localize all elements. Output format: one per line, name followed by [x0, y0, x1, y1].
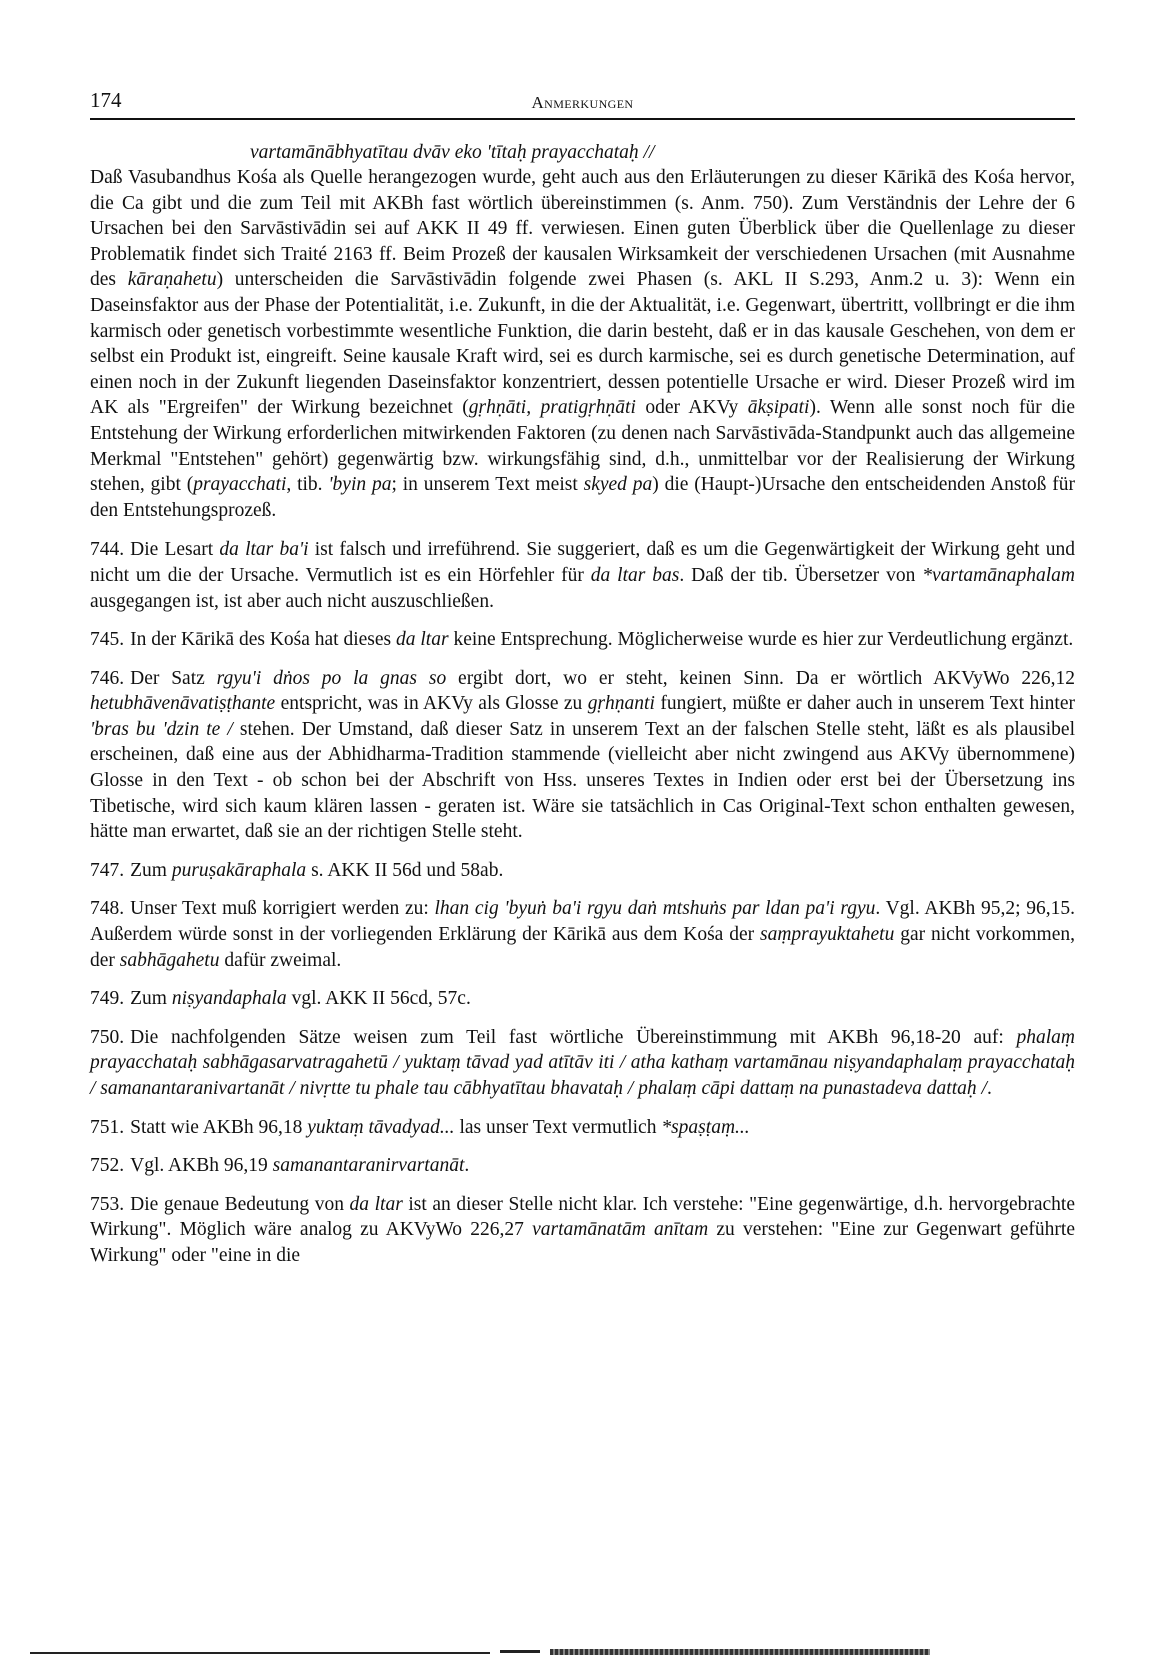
page-header	[90, 86, 1075, 120]
footnote-number: 745.	[90, 629, 125, 651]
footnote-number: 751.	[90, 1116, 125, 1138]
footnote: 748. Unser Text muß korrigiert werden zu: lhan cig 'byuṅ ba'i rgyu daṅ mtshuṅs par ldan pa'i rgyu. Vgl. AKBh 95,2; 96,15. Außerdem würde sonst in der vorliegenden Erklärung der Kārikā aus dem Kośa der saṃprayuktahetu gar nicht vorkommen, der sabhāgahetu dafür zweimal.	[90, 898, 1075, 971]
footnote-number: 748.	[90, 898, 125, 920]
footnote: 744. Die Lesart da ltar ba'i ist falsch und irreführend. Sie suggeriert, daß es um die Gegenwärtigkeit der Wirkung geht und nicht um die der Ursache. Vermutlich ist es ein Hörfehler für da ltar bas. Daß der tib. Übersetzer von *vartamānaphalam ausgegangen ist, ist aber auch nicht auszuschließen.	[90, 539, 1075, 612]
footnote: 752. Vgl. AKBh 96,19 samanantaranirvartanāt.	[90, 1155, 470, 1177]
notes-list	[90, 537, 1075, 1268]
verse-line: vartamānābhyatītau dvāv eko 'tītaḥ prayacchataḥ //	[250, 142, 655, 163]
footnote: 749. Zum niṣyandaphala vgl. AKK II 56cd, 57c.	[90, 988, 471, 1010]
footnote-number: 747.	[90, 859, 125, 881]
footnote: 751. Statt wie AKBh 96,18 yuktaṃ tāvadyad... las unser Text vermutlich *spaṣṭaṃ...	[90, 1116, 750, 1138]
footnote: 746. Der Satz rgyu'i dṅos po la gnas so ergibt dort, wo er steht, keinen Sinn. Da er wörtlich AKVyWo 226,12 hetubhāvenāvatiṣṭhante entspricht, was in AKVy als Glosse zu gṛhṇanti fungiert, müßte er daher auch in unserem Text hinter 'bras bu 'dzin te / stehen. Der Umstand, daß dieser Satz in unserem Text an der falschen Stelle steht, läßt es als plausibel erscheinen, daß eine aus der Abhidharma-Tradition stammende (vielleicht aber nicht zwingend aus AKVy übernommene) Glosse in den Text - ob schon bei der Abschrift von Hss. unseres Textes in Indien oder erst bei der Übersetzung ins Tibetische, wird sich kaum klären lassen - geraten ist. Wäre sie tatsächlich in Cas Original-Text schon enthalten gewesen, hätte man erwartet, daß sie an der richtigen Stelle steht.	[90, 667, 1075, 843]
footnote-number: 753.	[90, 1193, 125, 1215]
footnote: 753. Die genaue Bedeutung von da ltar ist an dieser Stelle nicht klar. Ich verstehe: "Eine gegenwärtige, d.h. hervorgebrachte Wirkung". Möglich wäre analog zu AKVyWo 226,27 vartamānatām anītam zu verstehen: "Eine zur Gegenwart geführte Wirkung" oder "eine in die	[90, 1193, 1075, 1266]
footnote: 747. Zum puruṣakāraphala s. AKK II 56d und 58ab.	[90, 859, 504, 881]
footer-scan-rule	[30, 1648, 1130, 1658]
footnote-number: 752.	[90, 1155, 125, 1177]
page-number: 174	[90, 88, 122, 112]
footnote-number: 746.	[90, 667, 125, 689]
footnote-number: 750.	[90, 1026, 125, 1048]
running-title: Anmerkungen	[531, 93, 634, 112]
footnote: 750. Die nachfolgenden Sätze weisen zum Teil fast wörtliche Übereinstimmung mit AKBh 96,18-20 auf: phalaṃ prayacchataḥ sabhāgasarvatragahetū / yuktaṃ tāvad yad atītāv iti / atha kathaṃ vartamānau niṣyandaphalaṃ prayacchataḥ / samanantaranivartanāt / nivṛtte tu phale tau cābhyatītau bhavataḥ / phalaṃ cāpi dattaṃ na punastadeva dattaḥ /.	[90, 1026, 1075, 1099]
page	[90, 86, 1075, 1282]
footnote-number: 749.	[90, 988, 125, 1010]
footnote: 745. In der Kārikā des Kośa hat dieses da ltar keine Entsprechung. Möglicherweise wurde es hier zur Verdeutlichung ergänzt.	[90, 629, 1074, 651]
intro-paragraph: Daß Vasubandhus Kośa als Quelle herangezogen wurde, geht auch aus den Erläuterungen zu dieser Kārikā des Kośa hervor, die Ca gibt und die zum Teil mit AKBh fast wörtlich übereinstimmen (s. Anm. 750). Zum Verständnis der Lehre der 6 Ursachen bei den Sarvāstivādin sei auf AKK II 49 ff. verwiesen. Einen guten Überblick über die Quellenlage zu dieser Problematik findet sich Traité 2163 ff. Beim Prozeß der kausalen Wirksamkeit der verschiedenen Ursachen (mit Ausnahme des kāraṇahetu) unterscheiden die Sarvāstivādin folgende zwei Phasen (s. AKL II S.293, Anm.2 u. 3): Wenn ein Daseinsfaktor aus der Phase der Potentialität, i.e. Zukunft, in die der Aktualität, i.e. Gegenwart, übertritt, vollbringt er die ihm karmisch oder genetisch vorbestimmte wesentliche Funktion, die darin besteht, daß er in das kausale Geschehen, von dem er selbst ein Produkt ist, eingreift. Seine kausale Kraft wird, sei es durch karmische, sei es durch genetische Determination, auf einen noch in der Zukunft liegenden Daseinsfaktor konzentriert, dessen potentielle Ursache er wird. Dieser Prozeß wird im AK als "Ergreifen" der Wirkung bezeichnet (gṛhṇāti, pratigṛhṇāti oder AKVy ākṣipati). Wenn alle sonst noch für die Entstehung der Wirkung erforderlichen mitwirkenden Faktoren (zu denen nach Sarvāstivāda-Standpunkt auch das allgemeine Merkmal "Entstehen" gehört) gegenwärtig bzw. wirkungsfähig sind, d.h., unmittelbar vor der Realisierung der Wirkung stehen, gibt (prayacchati, tib. 'byin pa; in unserem Text meist skyed pa) die (Haupt-)Ursache den entscheidenden Anstoß für den Entstehungsprozeß.	[90, 167, 1076, 521]
footnote-number: 744.	[90, 539, 125, 561]
